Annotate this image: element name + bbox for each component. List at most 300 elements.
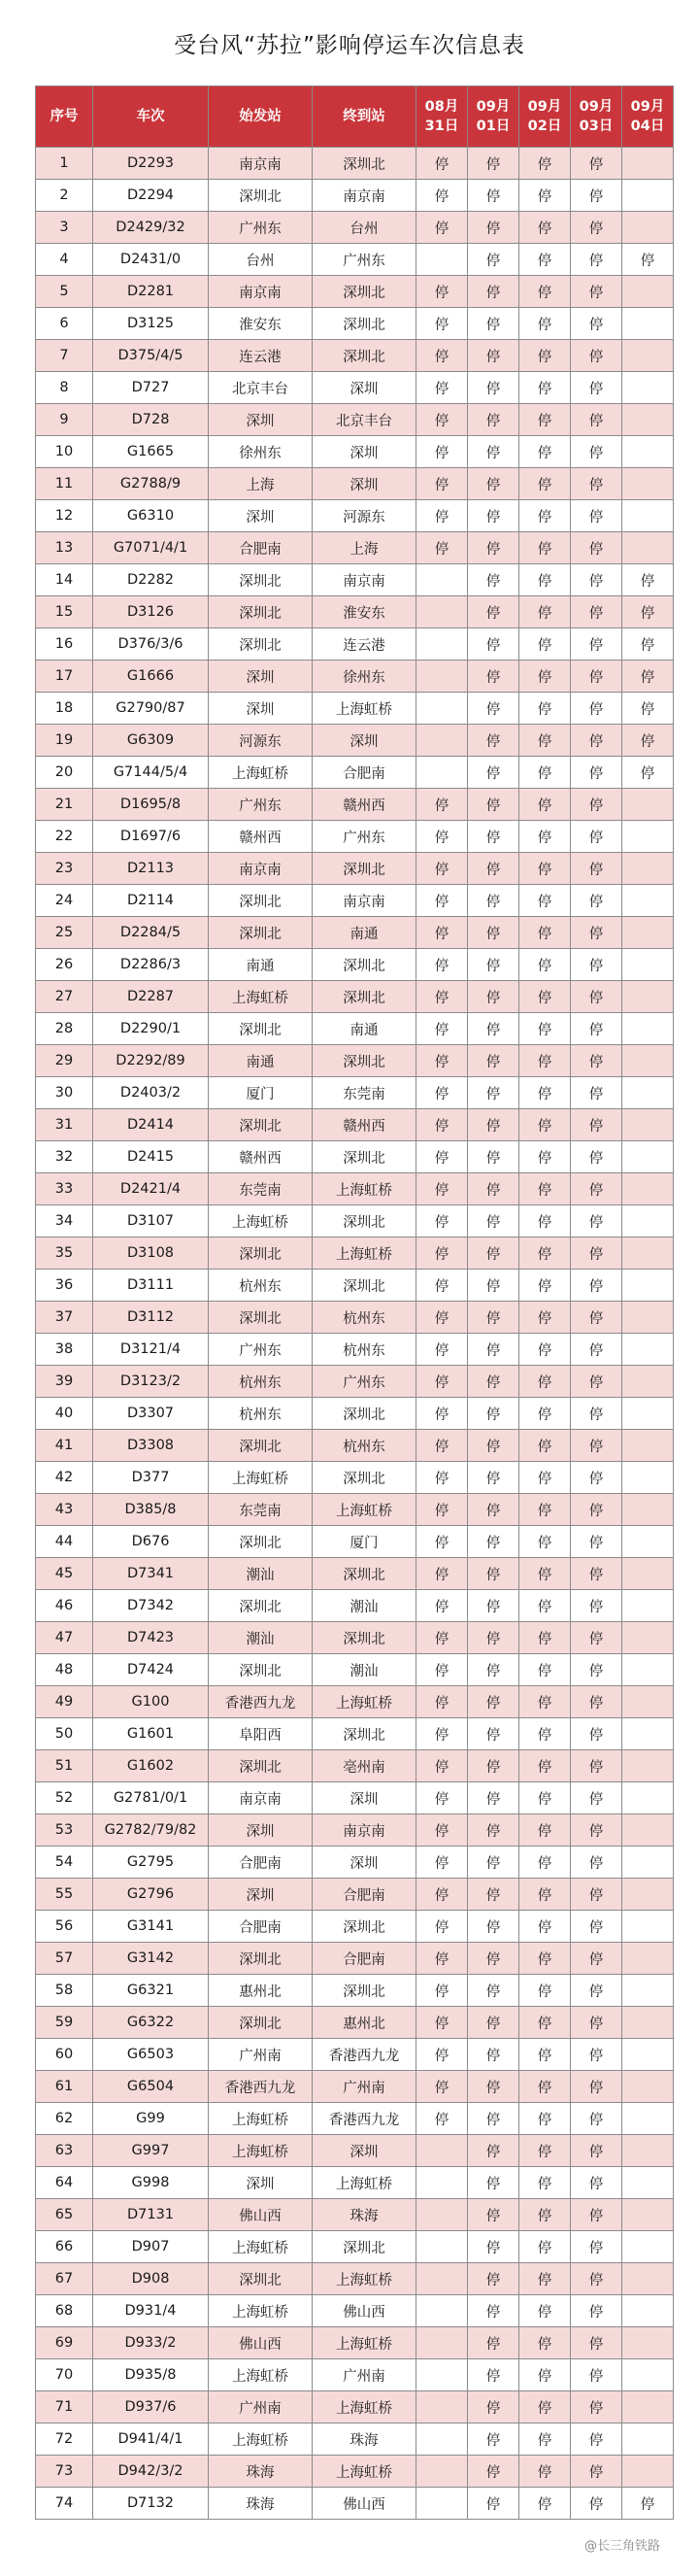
cell-train: G1665 [93,436,209,468]
cell-seq: 66 [36,2231,93,2263]
table-row [36,404,674,436]
cell-origin: 深圳北 [209,2263,313,2295]
cell-train: D2286/3 [93,949,209,981]
cell-day: 停 [571,1782,622,1814]
cell-seq: 38 [36,1334,93,1366]
cell-day: 停 [468,661,519,693]
cell-day: 停 [571,1526,622,1558]
cell-day: 停 [468,1494,519,1526]
cell-day: 停 [416,1270,468,1302]
table-row [36,1205,674,1237]
cell-day [622,2071,674,2103]
cell-seq: 5 [36,276,93,308]
cell-day: 停 [416,1237,468,1270]
cell-day: 停 [468,1334,519,1366]
cell-origin: 阜阳西 [209,1718,313,1750]
cell-day: 停 [571,2423,622,2456]
cell-origin: 赣州西 [209,821,313,853]
cell-day: 停 [571,853,622,885]
cell-day [622,2295,674,2327]
cell-destination: 深圳北 [313,1045,416,1077]
cell-day: 停 [622,693,674,725]
cell-day: 停 [468,212,519,244]
cell-day [622,468,674,500]
cell-day: 停 [571,564,622,596]
cell-destination: 上海虹桥 [313,693,416,725]
cell-day [416,2456,468,2488]
table-row [36,1398,674,1430]
table-row [36,1654,674,1686]
cell-day [622,2167,674,2199]
cell-origin: 上海虹桥 [209,1462,313,1494]
cell-day: 停 [571,1077,622,1109]
cell-destination: 深圳北 [313,308,416,340]
cell-seq: 64 [36,2167,93,2199]
cell-seq: 49 [36,1686,93,1718]
table-row [36,1526,674,1558]
cell-origin: 东莞南 [209,1173,313,1205]
cell-day [622,308,674,340]
table-row [36,500,674,532]
cell-day: 停 [571,2039,622,2071]
cell-destination: 上海虹桥 [313,1686,416,1718]
cell-day: 停 [519,821,571,853]
cell-day: 停 [519,1943,571,1975]
cell-day [622,1237,674,1270]
table-row [36,468,674,500]
cell-destination: 深圳北 [313,949,416,981]
table-row [36,628,674,661]
cell-seq: 43 [36,1494,93,1526]
cell-day [622,2263,674,2295]
cell-day: 停 [571,244,622,276]
header-date: 09月 03日 [571,86,622,148]
cell-seq: 62 [36,2103,93,2135]
cell-seq: 8 [36,372,93,404]
cell-day: 停 [519,2039,571,2071]
cell-seq: 24 [36,885,93,917]
cell-seq: 2 [36,180,93,212]
cell-train: G2790/87 [93,693,209,725]
cell-train: D2415 [93,1141,209,1173]
cell-day: 停 [571,2488,622,2520]
cell-origin: 深圳 [209,2167,313,2199]
cell-day: 停 [416,1943,468,1975]
cell-seq: 28 [36,1013,93,1045]
cell-day [622,949,674,981]
cell-day [416,2231,468,2263]
cell-train: D385/8 [93,1494,209,1526]
cell-day: 停 [519,1013,571,1045]
cell-train: D7424 [93,1654,209,1686]
cell-day: 停 [519,276,571,308]
cell-day: 停 [468,917,519,949]
cell-destination: 深圳北 [313,1462,416,1494]
cell-day: 停 [571,1237,622,1270]
cell-seq: 60 [36,2039,93,2071]
cell-destination: 广州东 [313,821,416,853]
cell-seq: 52 [36,1782,93,1814]
cell-day [622,1205,674,1237]
cell-seq: 21 [36,789,93,821]
cell-day [416,661,468,693]
cell-day: 停 [519,1141,571,1173]
cell-day: 停 [519,148,571,180]
cell-seq: 16 [36,628,93,661]
table-row [36,2391,674,2423]
table-row [36,1045,674,1077]
cell-day: 停 [416,1173,468,1205]
cell-seq: 44 [36,1526,93,1558]
cell-train: D2403/2 [93,1077,209,1109]
cell-train: D3111 [93,1270,209,1302]
cell-destination: 深圳 [313,725,416,757]
cell-destination: 徐州东 [313,661,416,693]
cell-origin: 南京南 [209,1782,313,1814]
table-row [36,2456,674,2488]
cell-origin: 合肥南 [209,1911,313,1943]
cell-day: 停 [416,789,468,821]
cell-day: 停 [416,1686,468,1718]
cell-day: 停 [571,757,622,789]
cell-day: 停 [468,1782,519,1814]
cell-day: 停 [468,468,519,500]
cell-destination: 深圳 [313,2135,416,2167]
cell-seq: 58 [36,1975,93,2007]
cell-origin: 深圳北 [209,1654,313,1686]
cell-day: 停 [622,725,674,757]
cell-destination: 南通 [313,1013,416,1045]
cell-day: 停 [571,693,622,725]
cell-destination: 惠州北 [313,2007,416,2039]
cell-seq: 68 [36,2295,93,2327]
cell-seq: 74 [36,2488,93,2520]
table-row [36,1943,674,1975]
table-row [36,2135,674,2167]
cell-day: 停 [416,853,468,885]
cell-day: 停 [571,885,622,917]
cell-day [416,564,468,596]
cell-destination: 上海虹桥 [313,1237,416,1270]
cell-day: 停 [416,1302,468,1334]
cell-day: 停 [519,2103,571,2135]
cell-day: 停 [468,1141,519,1173]
cell-day: 停 [519,1558,571,1590]
cell-day: 停 [416,1590,468,1622]
cell-day: 停 [571,1847,622,1879]
cell-day: 停 [571,1013,622,1045]
cell-day: 停 [519,1814,571,1847]
cell-day: 停 [519,628,571,661]
cell-seq: 33 [36,1173,93,1205]
cell-destination: 广州南 [313,2359,416,2391]
cell-day: 停 [519,2423,571,2456]
cell-day: 停 [519,2167,571,2199]
cell-train: D2284/5 [93,917,209,949]
cell-origin: 南京南 [209,853,313,885]
cell-day: 停 [468,2135,519,2167]
cell-train: D935/8 [93,2359,209,2391]
cell-day [622,372,674,404]
cell-train: G6309 [93,725,209,757]
cell-day [622,404,674,436]
table-row [36,276,674,308]
cell-day [622,1494,674,1526]
cell-day [622,917,674,949]
cell-destination: 深圳 [313,436,416,468]
cell-day: 停 [519,1750,571,1782]
cell-destination: 上海虹桥 [313,2263,416,2295]
cell-day: 停 [571,1686,622,1718]
cell-day [622,2423,674,2456]
cell-day: 停 [571,2456,622,2488]
header-destination: 终到站 [313,86,416,148]
table-row [36,1013,674,1045]
cell-day: 停 [416,1334,468,1366]
cell-seq: 18 [36,693,93,725]
cell-destination: 深圳北 [313,981,416,1013]
cell-day [416,2199,468,2231]
cell-train: G998 [93,2167,209,2199]
cell-seq: 46 [36,1590,93,1622]
cell-day: 停 [416,885,468,917]
cell-day: 停 [468,725,519,757]
table-row [36,1750,674,1782]
cell-day: 停 [468,308,519,340]
cell-origin: 佛山西 [209,2327,313,2359]
cell-day: 停 [468,2456,519,2488]
table-row [36,1975,674,2007]
cell-day [416,2135,468,2167]
cell-destination: 南京南 [313,564,416,596]
cell-seq: 54 [36,1847,93,1879]
table-row [36,1590,674,1622]
cell-seq: 61 [36,2071,93,2103]
header-seq: 序号 [36,86,93,148]
cell-destination: 广州东 [313,1366,416,1398]
cell-seq: 27 [36,981,93,1013]
cell-day: 停 [468,596,519,628]
cell-day: 停 [622,661,674,693]
cell-train: D2287 [93,981,209,1013]
cell-day: 停 [416,1141,468,1173]
cell-destination: 广州东 [313,244,416,276]
table-row [36,661,674,693]
cell-day: 停 [416,436,468,468]
cell-train: G6310 [93,500,209,532]
cell-day: 停 [416,1975,468,2007]
cell-day: 停 [468,532,519,564]
cell-train: D377 [93,1462,209,1494]
cell-day [622,1077,674,1109]
cell-day: 停 [571,981,622,1013]
cell-train: D7341 [93,1558,209,1590]
table-row [36,1686,674,1718]
cell-train: G2788/9 [93,468,209,500]
cell-day: 停 [416,1847,468,1879]
cell-seq: 45 [36,1558,93,1590]
cell-day: 停 [468,949,519,981]
cell-day: 停 [519,1430,571,1462]
cell-day [622,885,674,917]
cell-destination: 深圳北 [313,1558,416,1590]
cell-day: 停 [571,372,622,404]
cell-day [622,436,674,468]
cell-day [416,757,468,789]
table-row [36,1494,674,1526]
cell-day [416,725,468,757]
cell-day: 停 [468,1814,519,1847]
cell-day [622,1718,674,1750]
cell-origin: 上海虹桥 [209,2103,313,2135]
cell-train: D7131 [93,2199,209,2231]
table-row [36,1366,674,1398]
cell-day: 停 [468,1911,519,1943]
cell-seq: 57 [36,1943,93,1975]
cell-day: 停 [468,404,519,436]
table-row [36,2423,674,2456]
cell-day [622,1334,674,1366]
cell-day: 停 [416,2007,468,2039]
cell-seq: 19 [36,725,93,757]
table-row [36,2007,674,2039]
table-row [36,1173,674,1205]
cell-train: D933/2 [93,2327,209,2359]
cell-day: 停 [519,2231,571,2263]
cell-day: 停 [468,1558,519,1590]
cell-day: 停 [519,1718,571,1750]
cell-day [622,853,674,885]
cell-day: 停 [571,532,622,564]
cell-train: G6321 [93,1975,209,2007]
cell-origin: 深圳北 [209,596,313,628]
cell-origin: 上海虹桥 [209,2359,313,2391]
cell-destination: 深圳北 [313,1622,416,1654]
cell-day [622,1045,674,1077]
table-row [36,853,674,885]
cell-origin: 深圳 [209,1814,313,1847]
cell-destination: 南京南 [313,1814,416,1847]
cell-seq: 59 [36,2007,93,2039]
cell-seq: 37 [36,1302,93,1334]
cell-day [622,1686,674,1718]
cell-train: D3108 [93,1237,209,1270]
cell-day: 停 [571,1205,622,1237]
cell-seq: 65 [36,2199,93,2231]
table-row [36,148,674,180]
cell-day: 停 [468,789,519,821]
cell-day: 停 [519,1847,571,1879]
cell-day: 停 [571,2167,622,2199]
cell-day: 停 [416,1526,468,1558]
cell-destination: 合肥南 [313,757,416,789]
cell-day: 停 [571,949,622,981]
table-row [36,2327,674,2359]
cell-train: D2293 [93,148,209,180]
cell-destination: 广州南 [313,2071,416,2103]
cell-day [622,1366,674,1398]
header-origin: 始发站 [209,86,313,148]
cell-day [622,821,674,853]
cell-day: 停 [468,1270,519,1302]
cell-day: 停 [468,1430,519,1462]
table-row [36,1141,674,1173]
header-date: 08月 31日 [416,86,468,148]
cell-destination: 珠海 [313,2199,416,2231]
cell-day: 停 [416,1430,468,1462]
suspended-trains-table [35,85,674,2520]
cell-train: G2782/79/82 [93,1814,209,1847]
cell-day [622,1847,674,1879]
cell-day [622,1782,674,1814]
table-row [36,436,674,468]
cell-seq: 30 [36,1077,93,1109]
cell-day: 停 [622,596,674,628]
cell-train: G3142 [93,1943,209,1975]
cell-day: 停 [571,436,622,468]
cell-destination: 淮安东 [313,596,416,628]
cell-origin: 厦门 [209,1077,313,1109]
cell-day: 停 [468,180,519,212]
cell-origin: 惠州北 [209,1975,313,2007]
cell-day: 停 [416,180,468,212]
cell-day [622,500,674,532]
cell-seq: 29 [36,1045,93,1077]
cell-origin: 深圳 [209,1879,313,1911]
table-row [36,789,674,821]
cell-origin: 深圳北 [209,628,313,661]
cell-day: 停 [571,596,622,628]
cell-day: 停 [519,596,571,628]
cell-train: D7423 [93,1622,209,1654]
cell-day [416,2295,468,2327]
cell-day: 停 [468,1622,519,1654]
cell-day: 停 [416,1494,468,1526]
cell-day: 停 [571,1109,622,1141]
cell-day: 停 [622,757,674,789]
cell-train: D3126 [93,596,209,628]
cell-day: 停 [571,789,622,821]
cell-destination: 赣州西 [313,1109,416,1141]
cell-day [622,1398,674,1430]
cell-origin: 深圳北 [209,1943,313,1975]
cell-day: 停 [519,1622,571,1654]
cell-day: 停 [468,757,519,789]
cell-destination: 佛山西 [313,2295,416,2327]
cell-train: G7144/5/4 [93,757,209,789]
table-row [36,1270,674,1302]
table-row [36,2231,674,2263]
table-row [36,757,674,789]
table-row [36,1462,674,1494]
cell-day: 停 [519,1045,571,1077]
cell-day: 停 [468,1366,519,1398]
table-row [36,885,674,917]
cell-seq: 20 [36,757,93,789]
cell-origin: 广州南 [209,2391,313,2423]
cell-day: 停 [468,1686,519,1718]
cell-day: 停 [519,1494,571,1526]
cell-destination: 河源东 [313,500,416,532]
cell-destination: 北京丰台 [313,404,416,436]
cell-origin: 珠海 [209,2488,313,2520]
cell-day [622,2103,674,2135]
cell-day [416,2359,468,2391]
cell-destination: 香港西九龙 [313,2039,416,2071]
cell-train: G2781/0/1 [93,1782,209,1814]
cell-train: G1602 [93,1750,209,1782]
cell-destination: 亳州南 [313,1750,416,1782]
